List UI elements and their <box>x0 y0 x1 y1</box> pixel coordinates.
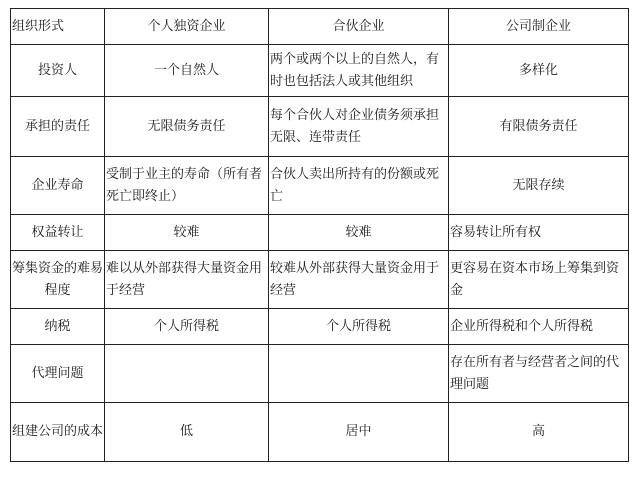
table-cell: 个人所得税 <box>269 309 449 345</box>
header-cell: 组织形式 <box>11 9 105 45</box>
table-cell: 存在所有者与经营者之间的代理问题 <box>449 345 629 403</box>
table-cell: 低 <box>105 403 269 462</box>
table-row <box>11 251 629 309</box>
table-cell: 无限债务责任 <box>105 97 269 157</box>
table-cell: 个人所得税 <box>105 309 269 345</box>
table-cell: 较难从外部获得大量资金用于经营 <box>269 251 449 309</box>
table-cell: 有限债务责任 <box>449 97 629 157</box>
table-cell: 居中 <box>269 403 449 462</box>
row-label-cell: 权益转让 <box>11 215 105 251</box>
table-row <box>11 97 629 157</box>
table-row <box>11 309 629 345</box>
row-label-cell: 投资人 <box>11 45 105 97</box>
table-cell: 较难 <box>105 215 269 251</box>
table-cell: 两个或两个以上的自然人，有时也包括法人或其他组织 <box>269 45 449 97</box>
row-label-cell: 纳税 <box>11 309 105 345</box>
table-row <box>11 157 629 215</box>
table-row <box>11 45 629 97</box>
table-row <box>11 345 629 403</box>
row-label-cell: 代理问题 <box>11 345 105 403</box>
row-label-cell: 组建公司的成本 <box>11 403 105 462</box>
table-cell: 合伙人卖出所持有的份额或死亡 <box>269 157 449 215</box>
row-label-cell: 企业寿命 <box>11 157 105 215</box>
table-cell: 更容易在资本市场上筹集到资金 <box>449 251 629 309</box>
enterprise-form-comparison-table <box>10 8 629 462</box>
table-cell: 一个自然人 <box>105 45 269 97</box>
table-row <box>11 9 629 45</box>
table-cell: 多样化 <box>449 45 629 97</box>
table-cell: 高 <box>449 403 629 462</box>
table-row <box>11 215 629 251</box>
table-cell: 难以从外部获得大量资金用于经营 <box>105 251 269 309</box>
table-cell: 较难 <box>269 215 449 251</box>
table-cell: 每个合伙人对企业债务须承担无限、连带责任 <box>269 97 449 157</box>
table-cell <box>105 345 269 403</box>
table-cell: 容易转让所有权 <box>449 215 629 251</box>
table-cell: 无限存续 <box>449 157 629 215</box>
header-cell: 公司制企业 <box>449 9 629 45</box>
row-label-cell: 筹集资金的难易程度 <box>11 251 105 309</box>
table-row <box>11 403 629 462</box>
table-cell: 企业所得税和个人所得税 <box>449 309 629 345</box>
header-cell: 个人独资企业 <box>105 9 269 45</box>
row-label-cell: 承担的责任 <box>11 97 105 157</box>
table-cell: 受制于业主的寿命（所有者死亡即终止） <box>105 157 269 215</box>
header-cell: 合伙企业 <box>269 9 449 45</box>
table-cell <box>269 345 449 403</box>
